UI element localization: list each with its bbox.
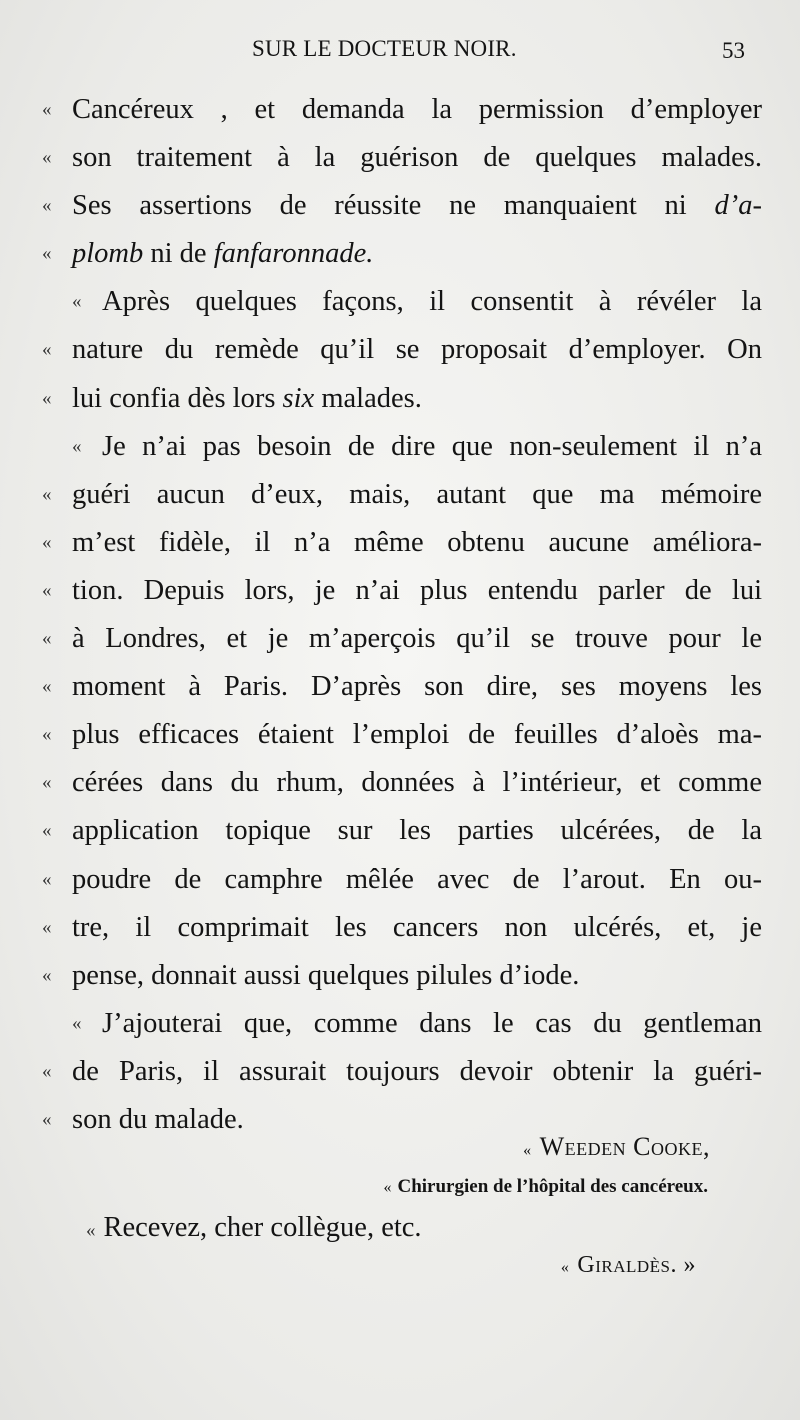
text-line [42,230,762,278]
quote-mark: « [42,531,52,553]
text-line [42,807,762,855]
text-line [42,519,762,567]
running-title: SUR LE DOCTEUR NOIR. [252,36,517,61]
text-line [42,471,762,519]
text-run: moment à Paris. D’après son dire, ses moyens les [72,671,762,703]
text-run: pense, donnait aussi quelques pilules d’iode. [72,959,580,991]
text-run: à Londres, et je m’aperçois qu’il se trouve pour le [72,623,762,655]
text-run: m’est fidèle, il n’a même obtenu aucune améliora- [72,526,762,558]
quote-mark: « [86,1220,96,1241]
text-line [42,759,762,807]
quote-mark: « [72,435,82,457]
text-line [42,86,762,134]
line-text [72,519,762,567]
quote-mark: « [42,579,52,601]
quote-mark: « [42,1108,52,1130]
quote-mark: « [42,387,52,409]
text-line [42,615,762,663]
text-run: Ses assertions de réussite ne manquaient ni [72,190,715,222]
quote-mark: « [72,1012,82,1034]
signature-title-text: Chirurgien de l’hôpital des cancéreux. [397,1176,708,1197]
text-run: son du malade. [72,1103,244,1135]
text-line [42,182,762,230]
quote-mark: « [42,772,52,794]
italic-text: d’a- [714,190,762,222]
page-number: 53 [722,38,745,63]
quote-mark: « [560,1259,570,1276]
line-text [72,134,762,182]
text-line [42,326,762,374]
line-text [72,856,762,904]
line-text [72,326,762,374]
text-run: tion. Depuis lors, je n’ai plus entendu parler de lui [72,574,762,606]
quote-mark: « [72,291,82,313]
text-run: son traitement à la guérison de quelques malades. [72,142,762,174]
text-run: guéri aucun d’eux, mais, autant que ma mémoire [72,478,762,510]
text-line [46,1000,762,1048]
quote-mark: « [42,676,52,698]
line-text [72,182,762,230]
line-text [72,567,762,615]
text-run: de Paris, il assurait toujours devoir obtenir la guéri- [72,1055,762,1087]
quote-mark: « [42,195,52,217]
line-text [72,904,762,952]
text-line [42,856,762,904]
text-run: poudre de camphre mêlée avec de l’arout. En ou- [72,863,762,895]
final-signature: Giraldès. » [577,1252,696,1278]
text-run: malades. [314,382,422,414]
line-text [72,807,762,855]
quote-mark: « [42,99,52,120]
text-run: Après quelques façons, il consentit à révéler la [102,286,762,318]
quote-mark: « [42,147,52,169]
text-line [46,278,762,326]
text-line [42,904,762,952]
text-run: cérées dans du rhum, données à l’intérieur, et comme [72,767,762,799]
quote-mark: « [42,483,52,505]
quote-mark: « [42,1060,52,1082]
text-line [42,663,762,711]
quote-mark: « [42,724,52,746]
text-run: Cancéreux , et demanda la permission d’employer [72,94,762,125]
signature-weeden-cooke [523,1132,710,1162]
text-run: nature du remède qu’il se proposait d’employer. On [72,334,762,366]
line-text [102,1000,762,1048]
line-text [102,278,762,326]
line-text [72,663,762,711]
line-text [72,759,762,807]
line-text [72,952,762,1000]
signature-giraldes [561,1252,696,1279]
line-text [72,230,762,278]
text-run: Je n’ai pas besoin de dire que non-seulement il n’a [102,430,762,462]
quote-mark: « [42,243,52,265]
signature-name: Weeden Cooke, [539,1132,710,1161]
text-run: lui confia dès lors [72,382,283,414]
text-line [46,423,762,471]
text-line [42,134,762,182]
signature-title [383,1176,708,1198]
line-text [72,711,762,759]
line-text [72,86,762,134]
text-run: tre, il comprimait les cancers non ulcérés, et, je [72,911,762,943]
italic-text: fanfaronnade. [213,238,374,270]
quote-mark: « [42,339,52,361]
quote-mark: « [42,628,52,650]
text-line [42,952,762,1000]
quote-mark: « [42,868,52,890]
quote-mark: « [42,820,52,842]
italic-text: six [282,382,315,414]
quote-mark: « [42,916,52,938]
text-line [42,711,762,759]
closing-text: Recevez, cher collègue, etc. [103,1212,422,1243]
line-text [72,1048,762,1096]
italic-text: plomb [72,238,144,270]
letter-body [42,86,762,1144]
closing-line [86,1212,422,1244]
text-run: application topique sur les parties ulcérées, de la [72,815,762,847]
line-text [102,423,762,471]
text-line [42,567,762,615]
text-line [42,375,762,423]
page-header [0,34,800,74]
quote-mark: « [383,1179,392,1196]
quote-mark: « [42,964,52,986]
text-run: plus efficaces étaient l’emploi de feuilles d’aloès ma- [72,719,762,751]
line-text [72,375,762,423]
line-text [72,471,762,519]
text-line [42,1048,762,1096]
text-run: ni de [143,238,214,270]
line-text [72,615,762,663]
quote-mark: « [523,1142,532,1159]
text-run: J’ajouterai que, comme dans le cas du gentleman [102,1007,762,1039]
